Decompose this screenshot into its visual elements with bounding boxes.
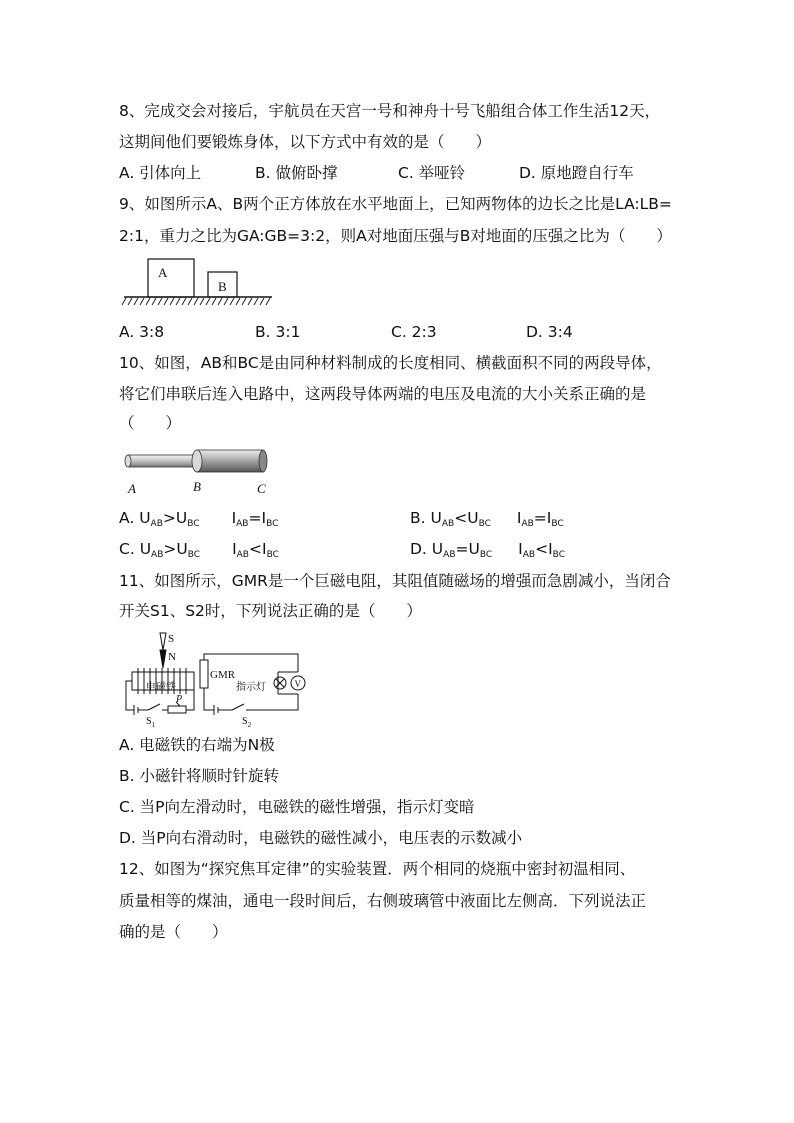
q11-label-voltmeter: V [294, 679, 301, 689]
q10-figure-label-c: C [257, 481, 266, 496]
q8-option-d: D. 原地蹬自行车 [519, 164, 634, 182]
q8-option-a: A. 引体向上 [119, 164, 202, 182]
q10-figure-conductors [122, 446, 272, 496]
q12-line3: 确的是（ ） [119, 923, 228, 941]
q9-option-a: A. 3:8 [119, 323, 165, 341]
q12-line1: 12、如图为“探究焦耳定律”的实验装置．两个相同的烧瓶中密封初温相同、 [119, 860, 636, 878]
q10-line3: （ ） [119, 414, 182, 432]
q11-label-s2: $S_2$ [242, 716, 252, 729]
q9-option-d: D. 3:4 [526, 323, 573, 341]
q10-option-b: B. $U_{AB}<U_{BC}$ $I_{AB}=I_{BC}$ [410, 509, 564, 529]
q10-figure-label-a: A [128, 481, 136, 496]
q8-line2: 这期间他们要锻炼身体，以下方式中有效的是（ ） [119, 133, 492, 151]
q10-line2: 将它们串联后连入电路中，这两段导体两端的电压及电流的大小关系正确的是 [119, 385, 647, 403]
q10-option-d: D. $U_{AB}=U_{BC}$ $I_{AB}<I_{BC}$ [410, 540, 565, 560]
q10-option-a: A. $U_{AB}>U_{BC}$ $I_{AB}=I_{BC}$ [119, 509, 279, 529]
q10-line1: 10、如图，AB和BC是由同种材料制成的长度相同、横截面积不同的两段导体， [119, 354, 662, 372]
q11-label-s: S [168, 633, 175, 645]
q11-label-s1: $S_1$ [146, 716, 156, 729]
q11-label-p: P [176, 694, 183, 705]
q8-option-c: C. 举哑铃 [398, 164, 466, 182]
q9-figure-label-a: A [158, 265, 168, 280]
q11-option-c: C. 当P向左滑动时，电磁铁的磁性增强，指示灯变暗 [119, 798, 475, 816]
q11-label-n: N [168, 651, 176, 663]
q9-line2: 2:1，重力之比为GA:GB=3:2，则A对地面压强与B对地面的压强之比为（ ） [119, 227, 672, 245]
q12-line2: 质量相等的煤油，通电一段时间后，右侧玻璃管中液面比左侧高．下列说法正 [119, 892, 647, 910]
q9-option-b: B. 3:1 [255, 323, 301, 341]
q11-option-b: B. 小磁针将顺时针旋转 [119, 767, 279, 785]
q10-figure-label-b: B [193, 479, 201, 494]
q8-option-b: B. 做俯卧撑 [255, 164, 338, 182]
q11-line1: 11、如图所示，GMR是一个巨磁电阻，其阻值随磁场的增强而急剧减小，当闭合 [119, 572, 671, 590]
q10-option-c: C. $U_{AB}>U_{BC}$ $I_{AB}<I_{BC}$ [119, 540, 279, 560]
q11-figure-circuit [118, 628, 318, 729]
q9-figure-label-b: B [218, 279, 227, 294]
q9-line1: 9、如图所示A、B两个正方体放在水平地面上，已知两物体的边长之比是LA:LB= [119, 195, 672, 213]
q8-line1: 8、完成交会对接后，宇航员在天宫一号和神舟十号飞船组合体工作生活12天， [119, 102, 661, 120]
q9-figure-blocks [120, 255, 280, 313]
q11-option-d: D. 当P向右滑动时，电磁铁的磁性减小，电压表的示数减小 [119, 829, 523, 847]
q9-option-c: C. 2:3 [391, 323, 437, 341]
q11-label-electromagnet: 电磁铁 [146, 682, 176, 693]
q11-label-indicator: 指示灯 [236, 682, 266, 693]
q11-option-a: A. 电磁铁的右端为N极 [119, 736, 275, 754]
q11-line2: 开关S1、S2时，下列说法正确的是（ ） [119, 602, 422, 620]
q11-label-gmr: GMR [210, 669, 236, 681]
